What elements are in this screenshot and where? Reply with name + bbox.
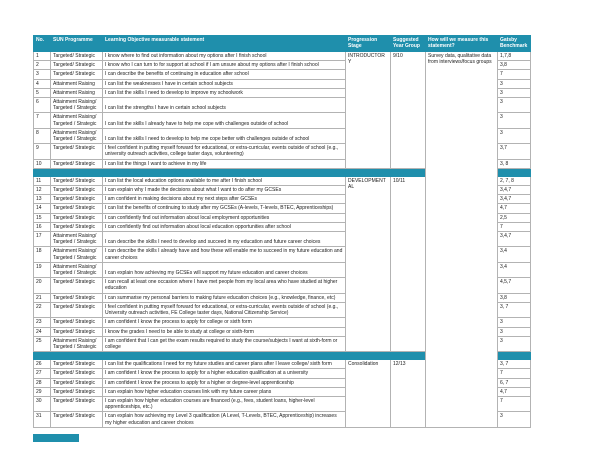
- cell-no: 9: [34, 144, 51, 159]
- cell-statement: I can confidently find out information about local employment opportunities: [103, 213, 346, 222]
- cell-statement: I can explain why I made the decisions about what I want to do after my GCSEs: [103, 186, 346, 195]
- cell-statement: I can explain how higher education courses link with my future career plans: [103, 387, 346, 396]
- cell-gatsby: 3,4: [498, 247, 531, 262]
- cell-no: 31: [34, 412, 51, 427]
- cell-sun-programme: Attainment Raising/ Targeted / Strategic: [51, 262, 103, 277]
- cell-sun-programme: Targeted/ Strategic: [51, 159, 103, 168]
- cell-gatsby: 3: [498, 336, 531, 351]
- cell-sun-programme: Targeted/ Strategic: [51, 186, 103, 195]
- cell-sun-programme: Attainment Raising/ Targeted / Strategic: [51, 336, 103, 351]
- cell-sun-programme: Targeted/ Strategic: [51, 412, 103, 427]
- cell-statement: I can list the skills I already have to help me cope with challenges outside of school: [103, 113, 346, 128]
- cell-no: 30: [34, 396, 51, 411]
- cell-gatsby: 6, 7: [498, 378, 531, 387]
- cell-statement: I can summarise my personal barriers to making future education choices (e.g., knowledge, finance, etc): [103, 293, 346, 302]
- cell-sun-programme: Attainment Raising/ Targeted / Strategic: [51, 113, 103, 128]
- cell-sun-programme: Attainment Raising/ Targeted / Strategic: [51, 98, 103, 113]
- cell-statement: I am confident I know the process to apply for college or sixth form: [103, 318, 346, 327]
- cell-year-group: 12/13: [391, 360, 426, 428]
- cell-sun-programme: Targeted/ Strategic: [51, 378, 103, 387]
- cell-sun-programme: Targeted/ Strategic: [51, 204, 103, 213]
- cell-no: 5: [34, 88, 51, 97]
- cell-gatsby: 7: [498, 396, 531, 411]
- cell-gatsby: 2, 7, 8: [498, 176, 531, 185]
- cell-sun-programme: Targeted/ Strategic: [51, 70, 103, 79]
- cell-statement: I can describe the skills I need to develop and succeed in my education and future career choices: [103, 232, 346, 247]
- cell-no: 4: [34, 79, 51, 88]
- separator-band: [34, 168, 426, 176]
- cell-sun-programme: Targeted/ Strategic: [51, 195, 103, 204]
- cell-no: 10: [34, 159, 51, 168]
- cell-gatsby: 3: [498, 88, 531, 97]
- cell-gatsby: 3: [498, 318, 531, 327]
- cell-no: 18: [34, 247, 51, 262]
- cell-sun-programme: Targeted/ Strategic: [51, 302, 103, 317]
- header-gatsby-benchmark: Gatsby Benchmark: [498, 36, 531, 52]
- cell-sun-programme: Attainment Raising/ Targeted / Strategic: [51, 232, 103, 247]
- cell-no: 25: [34, 336, 51, 351]
- cell-no: 16: [34, 222, 51, 231]
- sheet-tab-marker: [33, 434, 79, 442]
- cell-gatsby: 3,4: [498, 262, 531, 277]
- cell-sun-programme: Targeted/ Strategic: [51, 318, 103, 327]
- cell-no: 3: [34, 70, 51, 79]
- header-year-group: Suggested Year Group: [391, 36, 426, 52]
- cell-no: 26: [34, 360, 51, 369]
- cell-no: 24: [34, 327, 51, 336]
- cell-gatsby: 3: [498, 79, 531, 88]
- cell-gatsby: 4,5,7: [498, 278, 531, 293]
- cell-sun-programme: Targeted/ Strategic: [51, 278, 103, 293]
- header-progression-stage: Progression Stage: [346, 36, 391, 52]
- cell-gatsby: 3,7: [498, 144, 531, 159]
- cell-gatsby: 2,5: [498, 213, 531, 222]
- cell-statement: I know who I can turn to for support at school if I am unsure about my options after I finish school: [103, 61, 346, 70]
- cell-statement: I can list the skills I need to develop to improve my schoolwork: [103, 88, 346, 97]
- cell-gatsby: 3,8: [498, 293, 531, 302]
- cell-sun-programme: Attainment Raising: [51, 79, 103, 88]
- cell-sun-programme: Targeted/ Strategic: [51, 387, 103, 396]
- cell-gatsby: 3,4,7: [498, 186, 531, 195]
- cell-sun-programme: Targeted/ Strategic: [51, 61, 103, 70]
- cell-gatsby: 3: [498, 128, 531, 143]
- cell-no: 17: [34, 232, 51, 247]
- cell-no: 21: [34, 293, 51, 302]
- cell-gatsby: 7: [498, 70, 531, 79]
- cell-statement: I can confidently find out information about local education opportunities after school: [103, 222, 346, 231]
- cell-no: 1: [34, 52, 51, 61]
- cell-sun-programme: Attainment Raising/ Targeted / Strategic: [51, 128, 103, 143]
- cell-statement: I can describe the benefits of continuing in education after school: [103, 70, 346, 79]
- cell-no: 14: [34, 204, 51, 213]
- cell-sun-programme: Targeted/ Strategic: [51, 222, 103, 231]
- document-page: [0, 35, 600, 428]
- separator-gatsby-band: [498, 352, 531, 360]
- cell-statement: I can explain how achieving my GCSEs will support my future education and career choices: [103, 262, 346, 277]
- cell-no: 27: [34, 369, 51, 378]
- cell-no: 6: [34, 98, 51, 113]
- cell-sun-programme: Attainment Raising/ Targeted / Strategic: [51, 247, 103, 262]
- cell-no: 23: [34, 318, 51, 327]
- cell-no: 2: [34, 61, 51, 70]
- cell-year-group: 9/10: [391, 52, 426, 169]
- cell-gatsby: 3: [498, 98, 531, 113]
- cell-statement: I can list the weaknesses I have in certain school subjects: [103, 79, 346, 88]
- cell-sun-programme: Targeted/ Strategic: [51, 327, 103, 336]
- cell-no: 22: [34, 302, 51, 317]
- cell-gatsby: 7: [498, 369, 531, 378]
- cell-sun-programme: Targeted/ Strategic: [51, 396, 103, 411]
- header-sun-programme: SUN Programme: [51, 36, 103, 52]
- cell-statement: I know the grades I need to be able to study at college or sixth-form: [103, 327, 346, 336]
- cell-statement: I can explain how higher education courses are financed (e.g., fees, student loans, higher-level apprenticeships, etc.): [103, 396, 346, 411]
- cell-gatsby: 3, 7: [498, 302, 531, 317]
- cell-sun-programme: Attainment Raising: [51, 88, 103, 97]
- cell-gatsby: 7: [498, 222, 531, 231]
- cell-progression-stage: DEVELOPMENTAL: [346, 176, 391, 351]
- header-learning-objective: Learning Objective measurable statement: [103, 36, 346, 52]
- cell-gatsby: 3: [498, 113, 531, 128]
- cell-statement: I feel confident in putting myself forward for educational, or extra-curricular, events outside of school (e.g., University outreach activities, FE College taster days, National Citizenship Service): [103, 302, 346, 317]
- cell-gatsby: 4,7: [498, 204, 531, 213]
- cell-no: 13: [34, 195, 51, 204]
- cell-statement: I feel confident in putting myself forward for educational, or extra-curricular, events outside of school (e.g., university outreach activities, college taster days, volunteering): [103, 144, 346, 159]
- cell-gatsby: 3,8: [498, 61, 531, 70]
- cell-no: 7: [34, 113, 51, 128]
- cell-statement: I can list the skills I need to develop to help me cope better with challenges outside of school: [103, 128, 346, 143]
- learning-objectives-table: [33, 35, 531, 428]
- separator-band: [34, 352, 426, 360]
- cell-sun-programme: Targeted/ Strategic: [51, 144, 103, 159]
- cell-no: 8: [34, 128, 51, 143]
- cell-no: 15: [34, 213, 51, 222]
- cell-statement: I am confident that I can get the exam results required to study the course/subjects I want at sixth-form or college: [103, 336, 346, 351]
- header-measure: How will we measure this statement?: [426, 36, 498, 52]
- cell-no: 11: [34, 176, 51, 185]
- cell-progression-stage: INTRODUCTORY: [346, 52, 391, 169]
- header-no: No.: [34, 36, 51, 52]
- cell-gatsby: 3, 8: [498, 159, 531, 168]
- cell-year-group: 10/11: [391, 176, 426, 351]
- cell-progression-stage: Consolidation: [346, 360, 391, 428]
- cell-sun-programme: Targeted/ Strategic: [51, 213, 103, 222]
- cell-statement: I can recall at least one occasion where I have met people from my local area who have studied at higher education: [103, 278, 346, 293]
- cell-statement: I am confident I know the process to apply for a higher education qualification at a university: [103, 369, 346, 378]
- cell-statement: I can list the local education options available to me after I finish school: [103, 176, 346, 185]
- separator-gatsby-band: [498, 168, 531, 176]
- cell-gatsby: 4,7: [498, 387, 531, 396]
- cell-sun-programme: Targeted/ Strategic: [51, 176, 103, 185]
- cell-gatsby: 3,4,7: [498, 232, 531, 247]
- cell-no: 12: [34, 186, 51, 195]
- cell-statement: I know where to find out information about my options after I finish school: [103, 52, 346, 61]
- cell-statement: I am confident in making decisions about my next steps after GCSEs: [103, 195, 346, 204]
- cell-statement: I can list the benefits of continuing to study after my GCSEs (A-levels, T-levels, BTEC, Apprenticeships): [103, 204, 346, 213]
- cell-gatsby: 3: [498, 412, 531, 427]
- cell-no: 29: [34, 387, 51, 396]
- cell-sun-programme: Targeted/ Strategic: [51, 52, 103, 61]
- cell-sun-programme: Targeted/ Strategic: [51, 293, 103, 302]
- cell-no: 19: [34, 262, 51, 277]
- cell-statement: I can describe the skills I already have and how these will enable me to succeed in my future education and career choices: [103, 247, 346, 262]
- cell-statement: I can list the things I want to achieve in my life: [103, 159, 346, 168]
- cell-measure: Survey data, qualitative data from interviews/focus groups: [426, 52, 498, 428]
- cell-gatsby: 1,7,8: [498, 52, 531, 61]
- cell-gatsby: 3,4,7: [498, 195, 531, 204]
- cell-statement: I can explain how achieving my Level 3 qualification (A Level, T-Levels, BTEC, Apprenticeship) increases my higher education and career choices: [103, 412, 346, 427]
- cell-gatsby: 3, 7: [498, 360, 531, 369]
- cell-sun-programme: Targeted/ Strategic: [51, 360, 103, 369]
- table-row: [34, 52, 531, 61]
- cell-statement: I can list the qualifications I need for my future studies and career plans after I leave college/ sixth form: [103, 360, 346, 369]
- cell-no: 20: [34, 278, 51, 293]
- table-header-row: [34, 36, 531, 52]
- cell-statement: I can list the strengths I have in certain school subjects: [103, 98, 346, 113]
- cell-sun-programme: Targeted/ Strategic: [51, 369, 103, 378]
- cell-no: 28: [34, 378, 51, 387]
- cell-statement: I am confident I know the process to apply for a higher or degree-level apprenticeship: [103, 378, 346, 387]
- cell-gatsby: 3: [498, 327, 531, 336]
